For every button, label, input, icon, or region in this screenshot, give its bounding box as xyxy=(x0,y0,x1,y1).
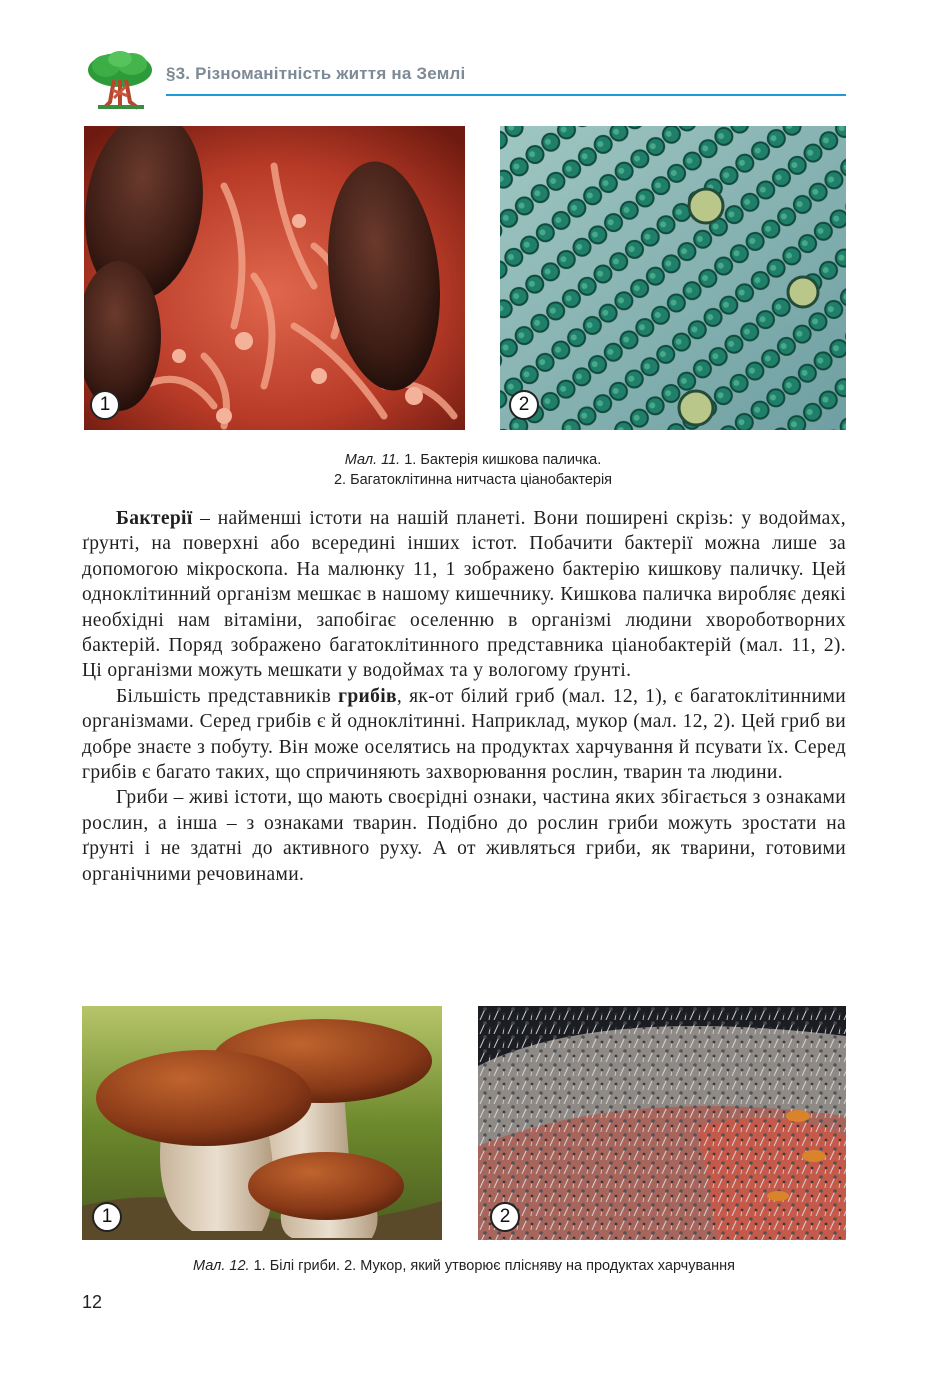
main-text xyxy=(82,506,846,887)
caption-label: Мал. 12. xyxy=(193,1258,250,1274)
page-header xyxy=(84,50,846,110)
figure-12-caption xyxy=(82,1256,846,1276)
caption-line: 1. Білі гриби. 2. Мукор, який утворює плісняву на продуктах харчування xyxy=(249,1258,735,1274)
photo-number-badge: 1 xyxy=(90,390,120,420)
paragraph xyxy=(82,506,846,684)
page-number: 12 xyxy=(82,1292,103,1312)
caption-label: Мал. 11. xyxy=(344,452,401,468)
paragraph-text: Більшість представників xyxy=(116,685,339,707)
photo-cyanobacteria xyxy=(500,126,846,430)
paragraph xyxy=(82,684,846,786)
photo-number-badge: 1 xyxy=(92,1202,122,1232)
photo-ecoli-bacteria xyxy=(84,126,465,430)
figure-11-caption xyxy=(200,450,746,490)
section-title: §3. Різноманітність життя на Землі xyxy=(166,64,466,83)
photo-number-badge: 2 xyxy=(490,1202,520,1232)
photo-porcini-mushrooms xyxy=(82,1006,442,1240)
photo-mucor-mold xyxy=(478,1006,846,1240)
caption-line: 1. Бактерія кишкова паличка. xyxy=(400,452,602,468)
term-bacteria: Бактерії xyxy=(116,508,193,529)
tree-logo-icon xyxy=(84,50,156,110)
paragraph-text: – найменші істоти на нашій планеті. Вони поширені скрізь: у водоймах, ґрунті, на поверхні або всередині інших істот. Побачити бактерії можна лише за допомогою мікроскопа. На малюнку 11, 1 зображено бактерію кишкову паличку. Цей одноклітинний організм мешкає в нашому кишечнику. Кишкова паличка виробляє деякі необхідні нам вітаміни, запобігає оселенню в організмі людини хвороботворних бактерій. Поряд зображено багатоклітинного представника ціанобактерій (мал. 11, 2). Ці організми можуть мешкати у водоймах та у вологому ґрунті. xyxy=(82,508,846,682)
photo-number-badge: 2 xyxy=(509,390,539,420)
paragraph: Гриби – живі істоти, що мають своєрідні ознаки, частина яких збігається з ознаками рослин, а інша – з ознаками тварин. Подібно до рослин гриби можуть зростати на ґрунті і не здатні до активного руху. А от живляться гриби, як тварини, готовими органічними речовинами. xyxy=(82,787,846,885)
caption-line: 2. Багатоклітинна нитчаста ціанобактерія xyxy=(333,472,613,488)
paragraph-text: , як-от білий гриб (мал. 12, 1), є багатоклітинними організмами. Серед грибів є й одноклітинні. Наприклад, мукор (мал. 12, 2). Цей гриб ви добре знаєте з побуту. Він може оселятись на продуктах харчування й псувати їх. Серед грибів є багато таких, що спричиняють захворювання рослин, тварин та людини. xyxy=(82,685,846,784)
term-fungi: грибів xyxy=(338,685,397,707)
header-divider xyxy=(166,94,846,96)
